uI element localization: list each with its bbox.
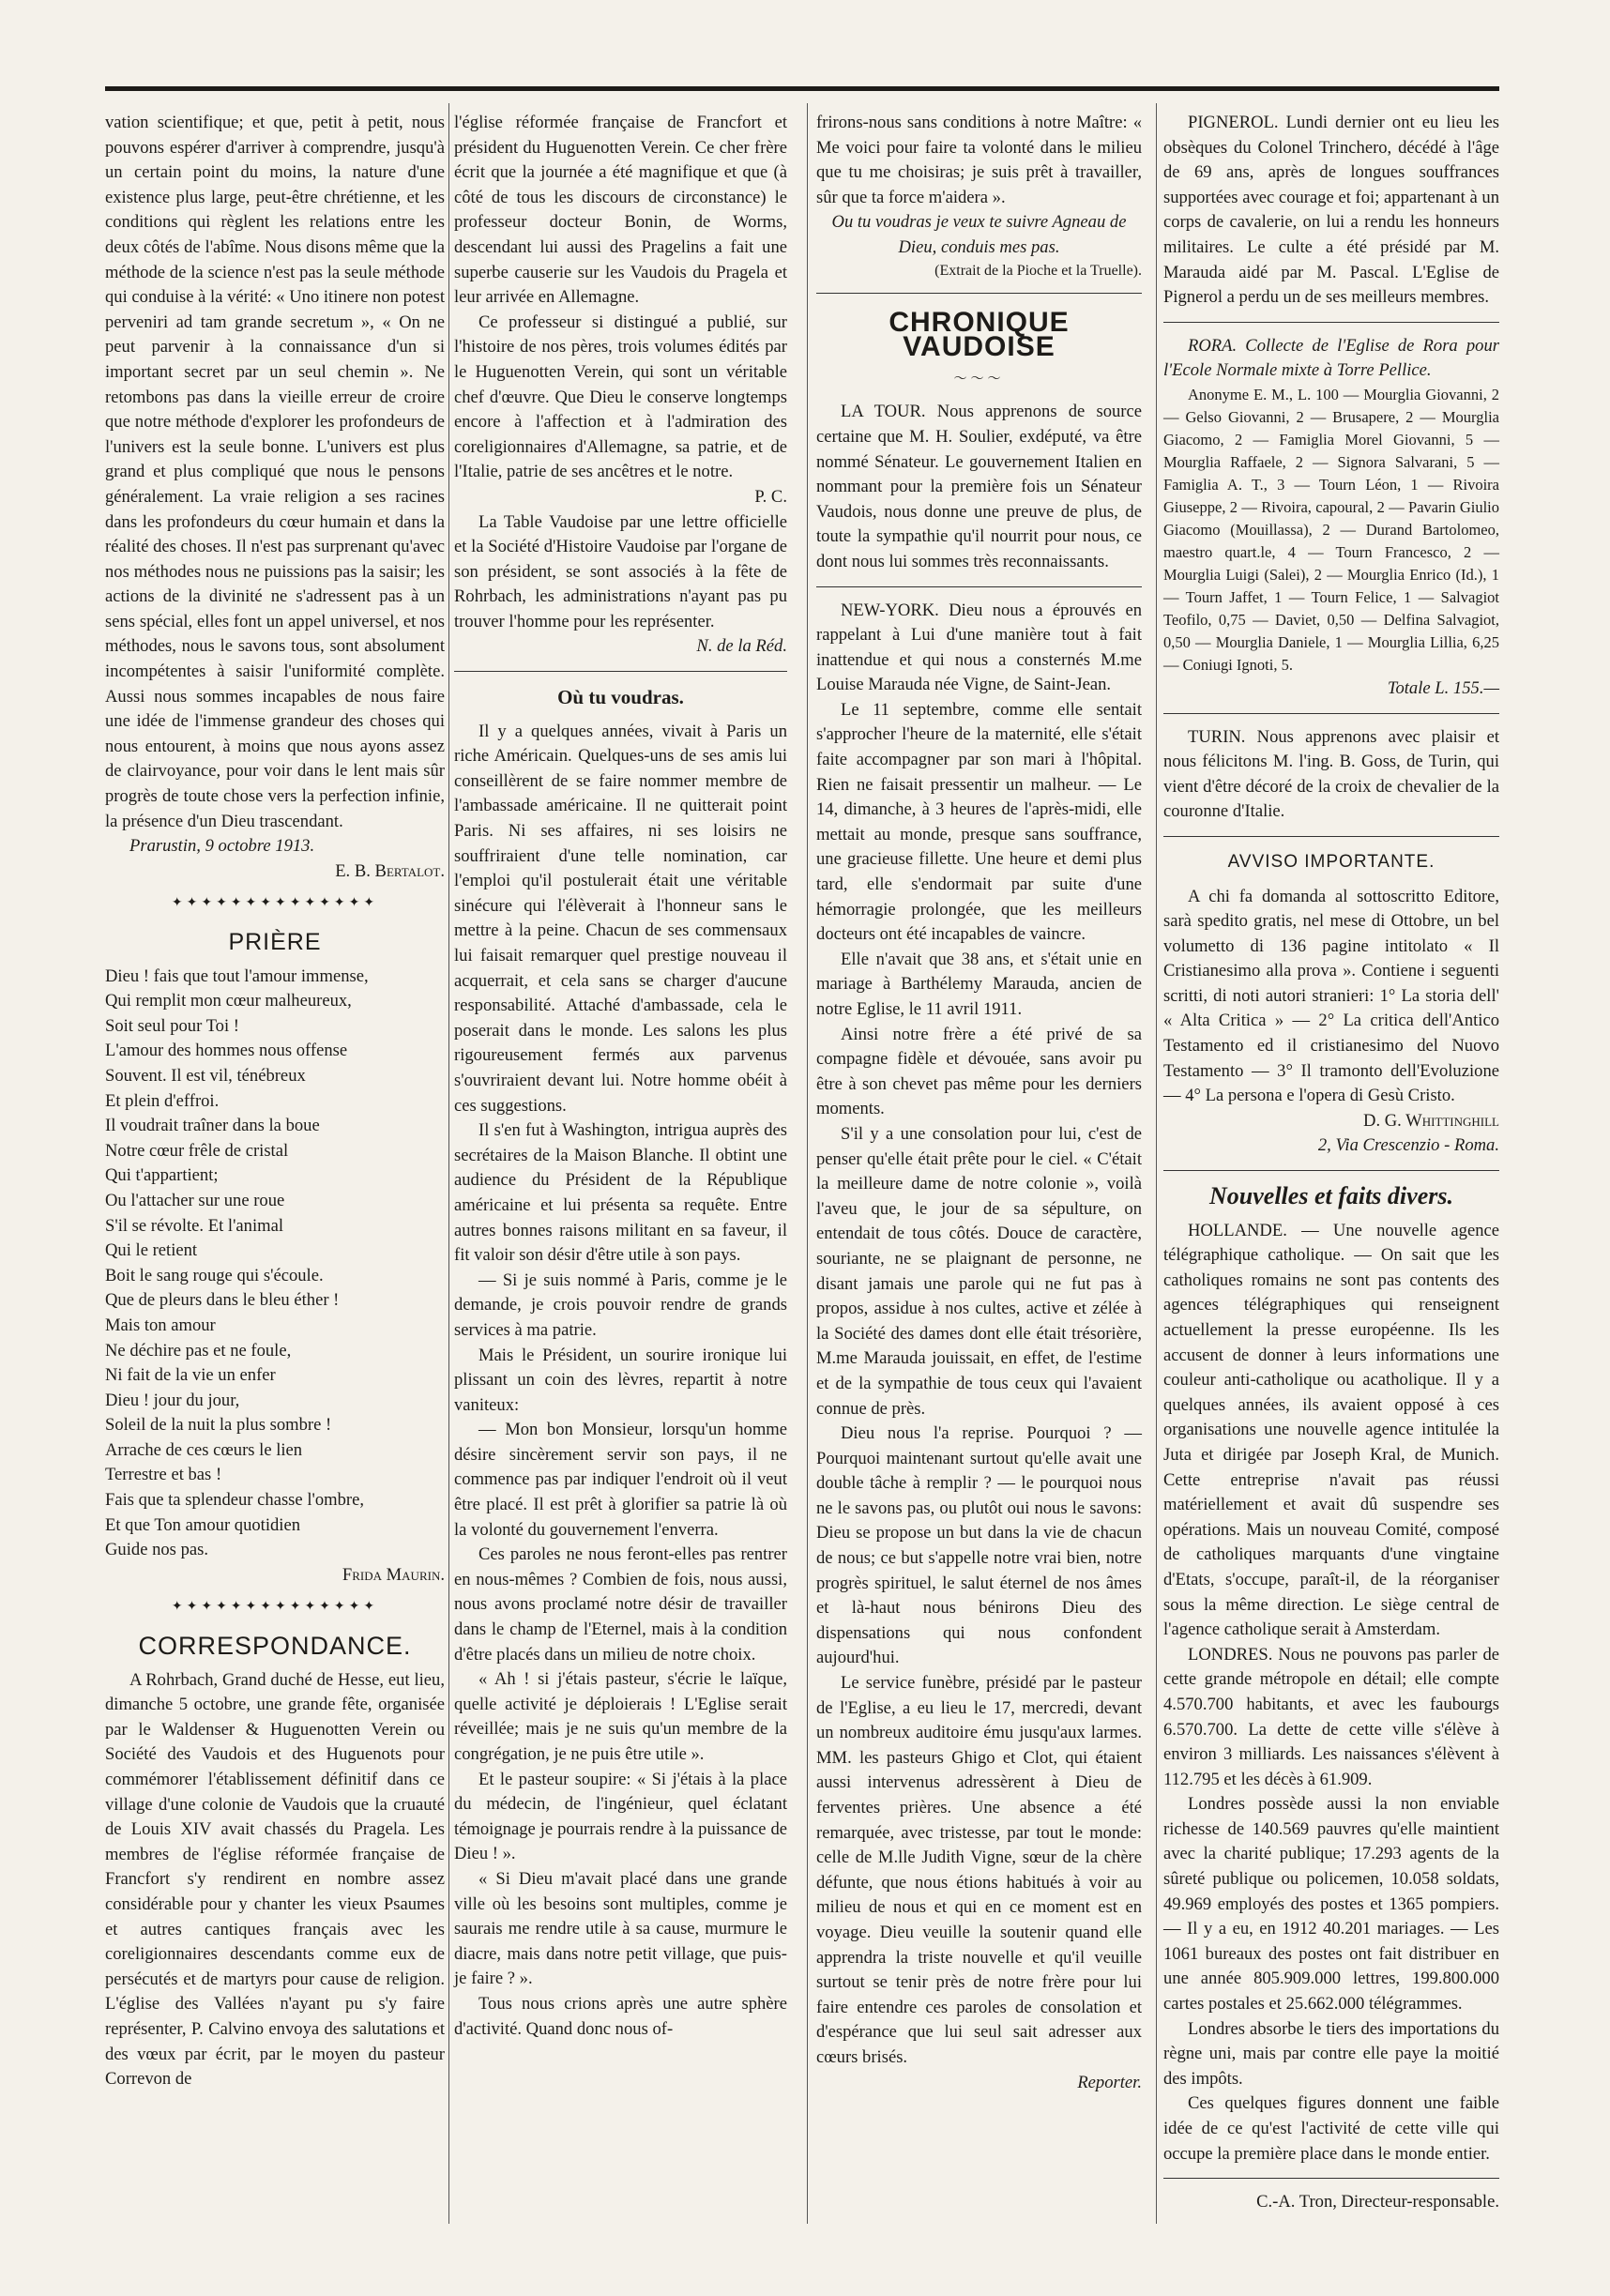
news-londres: LONDRES. Nous ne pouvons pas parler de cette grande métropole en détail; elle compte 4.570.700 habitants, et avec les faubourgs 6.570.700. La dette de cette ville s'élève à environ 3 milliards. Les naissances s'élèvent à 112.795 et les décès à 61.909. — [1163, 1644, 1499, 1789]
news-latour: LA TOUR. Nous apprenons de source certaine que M. H. Soulier, exdéputé, va être nommé Sénateur. Le gouvernement Italien en nommant pour la première fois un Sénateur Vaudois, nous donne une preuve de plus, de toute la sympathie qu'il nourrit pour nous, ce dont nous lui sommes très reconnaissants. — [816, 402, 1142, 571]
poem-line: Arrache de ces cœurs le lien — [105, 1439, 303, 1460]
poem-line: Et que Ton amour quotidien — [105, 1514, 301, 1535]
story-paragraph: Mais le Président, un sourire ironique lui plissant un coin des lèvres, repartit à notre vaniteux: — [454, 1345, 787, 1415]
poem-line: Notre cœur frêle de cristal — [105, 1140, 289, 1161]
story-paragraph: Ces paroles ne nous feront-elles pas rentrer en nous-mêmes ? Combien de fois, nous aussi, nous avons proclamé notre désir de travailler dans le champ de l'Eternel, mais à la condition d'être placés dans un milieu de notre choix. — [454, 1544, 787, 1665]
story-paragraph: Il y a quelques années, vivait à Paris un riche Américain. Quelques-uns de ses amis lui conseillèrent de se faire nommer membre de l'ambassade américaine. Il ne quitterait point Paris. Ni ses affaires, ni ses loisirs ne souffriraient d'une telle nomination, car l'emploi qu'il postulerait était une véritable sinécure qui l'élèverait à l'honneur sans le mettre à la peine. Chacun de ses commensaux lui faisait remarquer quel prestige nouveau il acquerrait, et cela sans se charger d'aucune responsabilité. Attaché d'ambassade, cela le poserait dans le monde. Les salons les plus rigoureusement fermés aux parvenus s'ouvriraient devant lui. Notre homme obéit à ces suggestions. — [454, 721, 787, 1116]
reporter-signature: Reporter. — [1077, 2072, 1142, 2092]
ornament-divider: ～～～ — [953, 372, 1005, 387]
poem-line: Fais que ta splendeur chasse l'ombre, — [105, 1490, 364, 1511]
divider — [454, 671, 787, 672]
column-2 — [454, 111, 787, 2042]
signature: N. de la Réd. — [696, 636, 787, 657]
poem — [105, 965, 445, 1563]
divider — [816, 586, 1142, 587]
story-title: Où tu voudras. — [557, 686, 684, 709]
paragraph: Le 11 septembre, comme elle sentait s'approcher l'heure de la maternité, elle s'était faite accompagner par son mari à l'hôpital. Rien ne faisait pressentir un malheur. — Le 14, dimanche, à 3 heures de l'après-midi, elle mettait au monde, presque sans souffrance, une gracieuse fillette. Une heure et demi plus tard, elle s'endormait par suite d'une hémorragie prolongée, que les meilleurs docteurs ont été incapables de vaincre. — [816, 699, 1142, 945]
place-date: Prarustin, 9 octobre 1913. — [129, 836, 315, 857]
story-continuation: frirons-nous sans conditions à notre Maître: « Me voici pour faire ta volonté dans le milieu que tu me choisiras; je suis prêt à travailler, sûr que ta force m'aidera ». — [816, 113, 1142, 207]
column-divider — [807, 103, 808, 2224]
paragraph: Ces quelques figures donnent une faible idée de ce qu'est l'activité de cette ville qui occupe la première place dans le monde entier. — [1163, 2093, 1499, 2164]
poem-line: Qui remplit mon cœur malheureux, — [105, 991, 352, 1011]
poem-author: Frida Maurin. — [342, 1564, 445, 1585]
column-divider — [448, 103, 449, 2224]
divider — [1163, 1170, 1499, 1171]
rora-heading: RORA. Collecte de l'Eglise de Rora pour l'Ecole Normale mixte à Torre Pellice. — [1163, 335, 1499, 381]
avviso-signature: D. G. Whittinghill — [1363, 1110, 1499, 1131]
news-hollande: HOLLANDE. — Une nouvelle agence télégraphique catholique. — On sait que les catholiques romains ne sont pas contents des agences télégraphiques qui renseignent actuellement la presse européenne. Ils les accusent de donner à leurs informations une couleur anti-catholique ou acatholique. Il y a quelques années, ils avaient opposé à ces organisations une nouvelle agence intitulée la Juta et dirigée par Joseph Kral, de Munich. Cette entreprise n'avait pas réussi matériellement et avait dû suspendre ses opérations. Mais un nouveau Comité, composé de catholiques marquants d'une vingtaine d'Etats, s'occupe, paraît-il, de la réorganiser sous la même direction. Le siège central de l'agence catholique serait à Amsterdam. — [1163, 1220, 1499, 1640]
poem-line: L'amour des hommes nous offense — [105, 1041, 348, 1061]
paragraph: La Table Vaudoise par une lettre officielle et la Société d'Histoire Vaudoise par l'organe de son président, se sont associés à la fête de Rohrbach, les administrations n'ayant pas pu trouver l'homme pour les représenter. — [454, 511, 787, 631]
poem-line: Terrestre et bas ! — [105, 1465, 222, 1485]
story-paragraph: Et le pasteur soupire: « Si j'étais à la place du médecin, de l'ingénieur, quel éclatant témoignage je pourrais rendre à la puissance de Dieu ! ». — [454, 1769, 787, 1864]
poem-line: Ne déchire pas et ne foule, — [105, 1340, 292, 1361]
divider — [1163, 713, 1499, 714]
top-rule — [105, 86, 1499, 91]
paragraph: Dieu nous l'a reprise. Pourquoi ? — Pourquoi maintenant surtout qu'elle avait une double tâche à remplir ? — le pourquoi nous ne le savons pas, ou plutôt oui nous le savons: Dieu se propose un but dans la vie de chacun de nous; ce but s'appelle notre vrai bien, notre progrès spirituel, le salut éternel de nos âmes et là-haut nous bénirons Dieu des dispensations qui nous confondent aujourd'hui. — [816, 1423, 1142, 1668]
story-paragraph: Tous nous crions après une autre sphère d'activité. Quand donc nous of- — [454, 1993, 787, 2039]
poem-line: Que de pleurs dans le bleu éther ! — [105, 1290, 340, 1311]
poem-line: Qui t'appartient; — [105, 1165, 219, 1186]
column-1 — [105, 111, 445, 2092]
article-continuation: vation scientifique; et que, petit à petit, nous pouvons espérer d'arriver à comprendre, jusqu'à un certain point du moins, la nature d'une existence plus large, peut-être chrétienne, et les conditions qui règlent les relations entre les deux côtés de l'abîme. Nous disons même que la méthode de la science n'est pas la seule méthode qui conduise à la vérité: « Uno itinere non potest perveniri ad tam grande secretum », « On ne peut parvenir à la connaissance d'un si important secret par un seul chemin ». Ne retombons pas dans la vieille erreur de croire que notre méthode d'explorer les profondeurs de l'univers est la seule bonne. L'univers est plus grand et plus compliqué que nous le pensons généralement. La vraie religion a ses racines dans les profondeurs du cœur humain et dans la réalité des choses. Il n'est pas surprenant qu'avec nos méthodes nous ne puissions pas la saisir; les actions de la divinité ne s'adressent pas à un sens spécial, elles font un appel universel, et nos méthodes, nous le savons tous, sont absolument incompétentes à saisir l'uniformité complète. Aussi nous sommes incapables de nous faire une idée de l'immense grandeur des choses qui nous entourent, à moins que nous ayons assez de clairvoyance, pour voir dans le lent mais sûr progrès de toute chose vers la perfection infinie, la présence d'un Dieu trascendant. — [105, 113, 445, 831]
rora-total: Totale L. 155.— — [1387, 677, 1499, 698]
poem-line: Guide nos pas. — [105, 1540, 209, 1560]
avviso-title: AVVISO IMPORTANTE. — [1227, 851, 1435, 872]
paragraph: Ce professeur si distingué a publié, sur l'histoire de nos pères, trois volumes édités par le Huguenotten Verein, qui sont un véritable chef d'œuvre. Que Dieu le conserve longtemps encore à l'affection et à l'admiration des coreligionnaires d'Allemagne, sa patrie, et de l'Italie, patrie de ses ancêtres et le notre. — [454, 312, 787, 482]
signature: P. C. — [754, 486, 787, 507]
poem-line: Dieu ! jour du jour, — [105, 1390, 240, 1410]
column-3 — [816, 111, 1142, 2095]
footer-editor: C.-A. Tron, Directeur-responsable. — [1256, 2192, 1499, 2212]
nouvelles-title: Nouvelles et faits divers. — [1209, 1182, 1453, 1210]
story-paragraph: « Si Dieu m'avait placé dans une grande ville où les besoins sont multiples, comme je saurais me rendre utile à sa cause, murmure le diacre, mais dans notre petit village, que puis-je faire ? ». — [454, 1868, 787, 1989]
poem-line: Dieu ! fais que tout l'amour immense, — [105, 966, 369, 986]
news-newyork: NEW-YORK. Dieu nous a éprouvés en rappelant à Lui d'une manière tout à fait inattendue et qui nous a consternés M.me Louise Marauda née Vigne, de Saint-Jean. — [816, 600, 1142, 695]
poem-line: S'il se révolte. Et l'animal — [105, 1215, 284, 1236]
divider — [1163, 322, 1499, 323]
correspondance-title: CORRESPONDANCE. — [138, 1632, 412, 1661]
poem-line: Soleil de la nuit la plus sombre ! — [105, 1415, 332, 1436]
article-signature: E. B. Bertalot. — [335, 860, 445, 881]
news-pignerol: PIGNEROL. Lundi dernier ont eu lieu les obsèques du Colonel Trinchero, décédé à l'âge de 69 ans, après de longues souffrances supportées avec courage et foi; appartenant à un corps de cavalerie, on lui a rendu les honneurs militaires. Le culte a été présidé par M. Marauda aidé par M. Pascal. L'Eglise de Pignerol a perdu un de ses meilleurs membres. — [1163, 113, 1499, 308]
story-paragraph: — Mon bon Monsieur, lorsqu'un homme désire sincèrement servir son pays, il ne commence pas par indiquer l'endroit où il veut être placé. Il est prêt à glorifier sa patrie là où la volonté du gouvernement l'enverra. — [454, 1420, 787, 1540]
ornament-divider: ✦✦✦✦✦✦✦✦✦✦✦✦✦✦ — [171, 896, 379, 911]
paragraph: Londres absorbe le tiers des importations du règne uni, mais par contre elle paye la moitié des impôts. — [1163, 2018, 1499, 2089]
correspondance-text: A Rohrbach, Grand duché de Hesse, eut lieu, dimanche 5 octobre, une grande fête, organisée par le Waldenser & Huguenotten Verein ou Société des Vaudois et des Huguenots pour commémorer l'établissement définitif dans ce village d'une colonie de Vaudois que la cruauté de Louis XIV avait chassés du Pragela. Les membres de l'église réformée française de Francfort s'y rendirent en nombre assez considérable pour y chanter les vieux Psaumes et autres cantiques français avec les coreligionnaires descendants comme eux de persécutés et de martyrs pour cause de religion. L'église des Vallées n'ayant pu s'y faire représenter, P. Calvino envoya des salutations et des vœux par écrit, par le moyen du pasteur Correvon de — [105, 1669, 445, 2090]
chronique-title: CHRONIQUE VAUDOISE — [889, 306, 1070, 363]
poem-line: Soit seul pour Toi ! — [105, 1015, 239, 1036]
news-turin: TURIN. Nous apprenons avec plaisir et nous félicitons M. l'ing. B. Goss, de Turin, qui vient d'être décoré de la croix de chevalier de la couronne d'Italie. — [1163, 726, 1499, 822]
poem-line: Il voudrait traîner dans la boue — [105, 1116, 320, 1136]
divider — [816, 293, 1142, 294]
divider — [1163, 836, 1499, 837]
paragraph: S'il y a une consolation pour lui, c'est de penser qu'elle était prête pour le ciel. « C'était la meilleure dame de notre colonie », voilà l'aveu que, le jour de sa sépulture, on entendait de tous côtés. Douce de caractère, souriante, ne se plaignant de personne, ne disant jamais une parole qui ne fut pas à propos, assidue à nos cultes, active et zélée à la Société des dames dont elle était trésorière, M.me Marauda jouissait, en effet, de l'estime et de la sympathie de tous ceux qui l'avaient connue de près. — [816, 1123, 1142, 1419]
paragraph: Ainsi notre frère a été privé de sa compagne fidèle et dévouée, sans avoir pu être à son chevet pas même pour les derniers moments. — [816, 1024, 1142, 1119]
column-divider — [1156, 103, 1157, 2224]
paragraph: Londres possède aussi la non enviable richesse de 140.569 pauvres qu'elle maintient avec la charité publique; 17.293 agents de la sûreté publique ou policemen, 10.058 soldats, 49.969 employés des postes et 1365 pompiers. — Il y a eu, en 1912 40.201 mariages. — Les 1061 bureaux des postes ont fait distribuer en une année 805.909.000 lettres, 199.800.000 cartes postales et 25.662.000 télégrammes. — [1163, 1794, 1499, 2015]
poem-line: Et plein d'effroi. — [105, 1090, 220, 1111]
poem-line: Boit le sang rouge qui s'écoule. — [105, 1265, 324, 1285]
correspondance-continuation: l'église réformée française de Francfort et président du Huguenotten Verein. Ce cher frère écrit que la journée a été magnifique et que (à côté de tous les discours de circonstance) le professeur docteur Bonin, de Worms, descendant lui aussi des Pragelins a fait une superbe causerie sur les Vaudois du Pragela et leur arrivée en Allemagne. — [454, 113, 787, 308]
column-4 — [1163, 111, 1499, 2215]
story-paragraph: « Ah ! si j'étais pasteur, s'écrie le laïque, quelle activité je déploierais ! L'Eglise serait réveillée; mais je ne suis qu'un membre de la congrégation, je ne puis être utile ». — [454, 1669, 787, 1764]
story-paragraph: Il s'en fut à Washington, intrigua auprès des secrétaires de la Maison Blanche. Il obtint une audience du Président de la République américaine et lui présenta sa requête. Entre autres bonnes raisons militant en sa faveur, il fit valoir son désir d'être utile à son pays. — [454, 1120, 787, 1266]
rora-list: Anonyme E. M., L. 100 — Mourglia Giovanni, 2 — Gelso Giovanni, 2 — Brusapere, 2 — Mourglia Giacomo, 2 — Famiglia Morel Giovanni, 5 — Mourglia Raffaele, 2 — Signora Salvarani, 5 — Famiglia A. T., 3 — Tourn Léon, 1 — Rivoira Giuseppe, 2 — Rivoira, capoural, 2 — Pavarin Giulio Giacomo (Mouillassa), 2 — Durand Bartolomeo, maestro quart.le, 4 — Tourn Francesco, 2 — Mourglia Luigi (Salei), 2 — Mourglia Enrico (Id.), 1 — Tourn Jaffet, 1 — Tourn Felice, 1 — Salvagiot Teofilo, 0,75 — Daviet, 0,50 — Delfina Salvagiot, 0,50 — Mourglia Daniele, 1 — Mourglia Lillia, 6,25 — Coniugi Ignoti, 5. — [1163, 385, 1499, 674]
divider — [1163, 2178, 1499, 2179]
paragraph: Le service funèbre, présidé par le pasteur de l'Eglise, a eu lieu le 17, mercredi, devant un nombreux auditoire ému jusqu'aux larmes. MM. les pasteurs Ghigo et Clot, qui étaient aussi intervenus adressèrent à Dieu de ferventes prières. Une absence a été remarquée, avec tristesse, par tout le monde: celle de M.lle Judith Vigne, sœur de la chère défunte, que nous étions habitués à voir au milieu de nous et qui en ce moment est en voyage. Dieu veuille la soutenir quand elle apprendra la triste nouvelle et qu'il veuille surtout se tenir près de notre frère pour lui faire entendre ces paroles de consolation et d'espérance que lui seul sait adresser aux cœurs brisés. — [816, 1673, 1142, 2067]
avviso-address: 2, Via Crescenzio - Roma. — [1317, 1135, 1499, 1156]
verse: Ou tu voudras je veux te suivre Agneau de Dieu, conduis mes pas. — [831, 212, 1127, 257]
ornament-divider: ✦✦✦✦✦✦✦✦✦✦✦✦✦✦ — [171, 1600, 379, 1615]
poem-line: Souvent. Il est vil, ténébreux — [105, 1065, 306, 1086]
paragraph: Elle n'avait que 38 ans, et s'était unie en mariage à Barthélemy Marauda, ancien de notre Eglise, le 11 avril 1911. — [816, 949, 1142, 1019]
story-paragraph: — Si je suis nommé à Paris, comme je le demande, je crois pouvoir rendre de grands services à ma patrie. — [454, 1270, 787, 1340]
source-note: (Extrait de la Pioche et la Truelle). — [934, 262, 1142, 279]
poem-line: Qui le retient — [105, 1240, 198, 1261]
poem-line: Ou l'attacher sur une roue — [105, 1190, 285, 1210]
priere-title: PRIÈRE — [228, 929, 322, 955]
avviso-text: A chi fa domanda al sottoscritto Editore, sarà spedito gratis, nel mese di Ottobre, un bel volumetto di 136 pagine intitolato « Il Cristianesimo alla prova ». Contiene i seguenti scritti, di noti autori stranieri: 1° La storia dell' « Alta Critica » — 2° La critica dell'Antico Testamento ed il cristianesimo del Nuovo Testamento — 3° Il tramonto dell'Evoluzione — 4° La persona e l'opera di Gesù Cristo. — [1163, 886, 1499, 1106]
poem-line: Mais ton amour — [105, 1315, 216, 1335]
poem-line: Ni fait de la vie un enfer — [105, 1365, 276, 1386]
